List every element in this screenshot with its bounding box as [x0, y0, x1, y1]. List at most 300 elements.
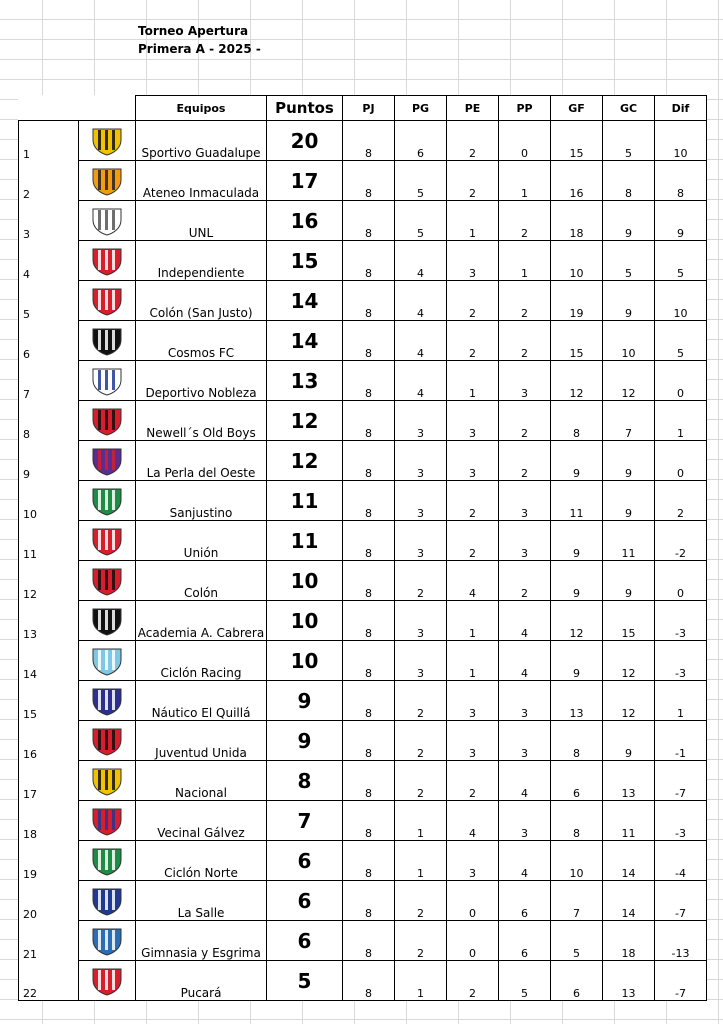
- cell-pj: 8: [343, 921, 395, 961]
- cell-pos: 15: [19, 681, 79, 721]
- cell-pp: 3: [499, 681, 551, 721]
- cell-pp: 0: [499, 121, 551, 161]
- cell-gf: 9: [551, 561, 603, 601]
- cell-dif: 8: [655, 161, 707, 201]
- cell-pp: 3: [499, 721, 551, 761]
- cell-team: Newell´s Old Boys: [136, 401, 267, 441]
- cell-gc: 14: [603, 841, 655, 881]
- crest-cosmos-fc-icon: [90, 326, 124, 356]
- crest-ateneo-inmaculada-icon: [90, 166, 124, 196]
- cell-pe: 2: [447, 321, 499, 361]
- table-row: [19, 881, 707, 921]
- cell-team: Náutico El Quillá: [136, 681, 267, 721]
- cell-pg: 1: [395, 841, 447, 881]
- cell-pts: 6: [267, 881, 343, 921]
- cell-dif: 10: [655, 281, 707, 321]
- cell-pts: 9: [267, 681, 343, 721]
- team-crest-cell: [79, 521, 136, 561]
- table-row: [19, 841, 707, 881]
- cell-pj: 8: [343, 641, 395, 681]
- cell-pe: 3: [447, 681, 499, 721]
- team-crest-cell: [79, 601, 136, 641]
- team-crest-cell: [79, 361, 136, 401]
- header-gf: GF: [551, 96, 603, 121]
- cell-gc: 18: [603, 921, 655, 961]
- team-crest-cell: [79, 401, 136, 441]
- cell-pg: 1: [395, 801, 447, 841]
- cell-pts: 11: [267, 521, 343, 561]
- cell-pts: 6: [267, 841, 343, 881]
- cell-team: Academia A. Cabrera: [136, 601, 267, 641]
- cell-pos: 14: [19, 641, 79, 681]
- cell-pp: 2: [499, 401, 551, 441]
- cell-pos: 17: [19, 761, 79, 801]
- cell-pos: 18: [19, 801, 79, 841]
- cell-pe: 2: [447, 761, 499, 801]
- table-row: [19, 201, 707, 241]
- header-pe: PE: [447, 96, 499, 121]
- cell-pg: 2: [395, 881, 447, 921]
- cell-pe: 3: [447, 721, 499, 761]
- crest-sanjustino-icon: [90, 486, 124, 516]
- team-crest-cell: [79, 201, 136, 241]
- cell-team: Deportivo Nobleza: [136, 361, 267, 401]
- cell-gc: 13: [603, 961, 655, 1001]
- cell-gc: 15: [603, 601, 655, 641]
- cell-pj: 8: [343, 481, 395, 521]
- cell-pg: 5: [395, 161, 447, 201]
- cell-pe: 2: [447, 281, 499, 321]
- cell-gc: 5: [603, 121, 655, 161]
- cell-pj: 8: [343, 361, 395, 401]
- cell-dif: -3: [655, 641, 707, 681]
- cell-pj: 8: [343, 881, 395, 921]
- cell-pg: 5: [395, 201, 447, 241]
- cell-team: Colón (San Justo): [136, 281, 267, 321]
- cell-pj: 8: [343, 761, 395, 801]
- cell-pts: 8: [267, 761, 343, 801]
- cell-pts: 13: [267, 361, 343, 401]
- team-crest-cell: [79, 481, 136, 521]
- cell-pj: 8: [343, 561, 395, 601]
- crest-colon-icon: [90, 566, 124, 596]
- cell-pg: 3: [395, 481, 447, 521]
- header-dif: Dif: [655, 96, 707, 121]
- cell-pts: 9: [267, 721, 343, 761]
- crest-la-perla-del-oeste-icon: [90, 446, 124, 476]
- cell-pe: 3: [447, 841, 499, 881]
- cell-pos: 1: [19, 121, 79, 161]
- cell-pg: 1: [395, 961, 447, 1001]
- cell-pj: 8: [343, 161, 395, 201]
- team-crest-cell: [79, 761, 136, 801]
- cell-dif: -3: [655, 601, 707, 641]
- cell-pts: 17: [267, 161, 343, 201]
- cell-gf: 15: [551, 321, 603, 361]
- cell-pos: 4: [19, 241, 79, 281]
- cell-pj: 8: [343, 201, 395, 241]
- cell-gc: 9: [603, 201, 655, 241]
- cell-gc: 13: [603, 761, 655, 801]
- cell-team: La Perla del Oeste: [136, 441, 267, 481]
- cell-dif: -1: [655, 721, 707, 761]
- table-row: [19, 761, 707, 801]
- team-crest-cell: [79, 281, 136, 321]
- cell-pos: 21: [19, 921, 79, 961]
- cell-pp: 2: [499, 281, 551, 321]
- cell-gf: 8: [551, 721, 603, 761]
- cell-gf: 5: [551, 921, 603, 961]
- cell-pts: 7: [267, 801, 343, 841]
- crest-sportivo-guadalupe-icon: [90, 126, 124, 156]
- cell-gf: 9: [551, 641, 603, 681]
- cell-gf: 10: [551, 241, 603, 281]
- cell-pts: 10: [267, 561, 343, 601]
- cell-pj: 8: [343, 801, 395, 841]
- header-blank-pos: [19, 96, 79, 121]
- cell-pg: 3: [395, 521, 447, 561]
- cell-gf: 16: [551, 161, 603, 201]
- crest-vecinal-galvez-icon: [90, 806, 124, 836]
- cell-pts: 14: [267, 321, 343, 361]
- table-row: [19, 281, 707, 321]
- cell-gc: 9: [603, 281, 655, 321]
- crest-nautico-el-quilla-icon: [90, 686, 124, 716]
- header-blank-logo: [79, 96, 136, 121]
- cell-gf: 18: [551, 201, 603, 241]
- cell-pj: 8: [343, 281, 395, 321]
- header-row: [19, 96, 707, 121]
- team-crest-cell: [79, 241, 136, 281]
- cell-pj: 8: [343, 121, 395, 161]
- header-team: Equipos: [136, 96, 267, 121]
- cell-pg: 3: [395, 441, 447, 481]
- crest-deportivo-nobleza-icon: [90, 366, 124, 396]
- cell-pos: 9: [19, 441, 79, 481]
- cell-pe: 0: [447, 921, 499, 961]
- cell-pe: 4: [447, 801, 499, 841]
- cell-gf: 6: [551, 761, 603, 801]
- cell-pj: 8: [343, 241, 395, 281]
- team-crest-cell: [79, 961, 136, 1001]
- cell-gc: 14: [603, 881, 655, 921]
- cell-team: Sportivo Guadalupe: [136, 121, 267, 161]
- cell-pj: 8: [343, 721, 395, 761]
- cell-dif: 0: [655, 441, 707, 481]
- cell-team: Ciclón Norte: [136, 841, 267, 881]
- cell-team: Gimnasia y Esgrima: [136, 921, 267, 961]
- crest-academia-cabrera-icon: [90, 606, 124, 636]
- cell-team: Ateneo Inmaculada: [136, 161, 267, 201]
- cell-pg: 4: [395, 241, 447, 281]
- table-row: [19, 441, 707, 481]
- cell-pe: 2: [447, 161, 499, 201]
- cell-team: UNL: [136, 201, 267, 241]
- cell-pe: 3: [447, 241, 499, 281]
- cell-pe: 2: [447, 961, 499, 1001]
- cell-pts: 14: [267, 281, 343, 321]
- cell-pg: 2: [395, 921, 447, 961]
- team-crest-cell: [79, 921, 136, 961]
- cell-pp: 6: [499, 881, 551, 921]
- cell-pe: 2: [447, 121, 499, 161]
- cell-gf: 10: [551, 841, 603, 881]
- cell-pp: 3: [499, 801, 551, 841]
- cell-gf: 6: [551, 961, 603, 1001]
- cell-pts: 20: [267, 121, 343, 161]
- cell-pos: 10: [19, 481, 79, 521]
- table-row: [19, 121, 707, 161]
- cell-gc: 11: [603, 801, 655, 841]
- cell-pj: 8: [343, 441, 395, 481]
- cell-dif: 0: [655, 561, 707, 601]
- cell-team: Colón: [136, 561, 267, 601]
- cell-dif: 5: [655, 241, 707, 281]
- crest-union-icon: [90, 526, 124, 556]
- cell-pe: 1: [447, 361, 499, 401]
- cell-pj: 8: [343, 961, 395, 1001]
- cell-pj: 8: [343, 841, 395, 881]
- cell-pp: 2: [499, 561, 551, 601]
- cell-pos: 8: [19, 401, 79, 441]
- cell-pp: 3: [499, 521, 551, 561]
- cell-pts: 6: [267, 921, 343, 961]
- cell-pts: 11: [267, 481, 343, 521]
- cell-pp: 4: [499, 641, 551, 681]
- cell-gc: 7: [603, 401, 655, 441]
- table-row: [19, 241, 707, 281]
- team-crest-cell: [79, 681, 136, 721]
- cell-pg: 2: [395, 681, 447, 721]
- team-crest-cell: [79, 121, 136, 161]
- cell-pts: 16: [267, 201, 343, 241]
- cell-pg: 4: [395, 361, 447, 401]
- cell-team: Independiente: [136, 241, 267, 281]
- standings-body: [19, 121, 707, 1001]
- cell-gc: 12: [603, 681, 655, 721]
- cell-dif: 10: [655, 121, 707, 161]
- cell-pj: 8: [343, 681, 395, 721]
- cell-gf: 7: [551, 881, 603, 921]
- cell-pp: 2: [499, 321, 551, 361]
- cell-pos: 20: [19, 881, 79, 921]
- table-row: [19, 921, 707, 961]
- cell-pg: 3: [395, 641, 447, 681]
- cell-pj: 8: [343, 601, 395, 641]
- header-pp: PP: [499, 96, 551, 121]
- header-points: Puntos: [267, 96, 343, 121]
- team-crest-cell: [79, 721, 136, 761]
- cell-dif: -3: [655, 801, 707, 841]
- cell-gc: 9: [603, 561, 655, 601]
- cell-team: Nacional: [136, 761, 267, 801]
- crest-ciclon-racing-icon: [90, 646, 124, 676]
- cell-pp: 1: [499, 161, 551, 201]
- cell-gf: 8: [551, 801, 603, 841]
- table-row: [19, 641, 707, 681]
- cell-pp: 5: [499, 961, 551, 1001]
- crest-nacional-icon: [90, 766, 124, 796]
- division-title: Primera A - 2025 -: [138, 42, 261, 56]
- table-row: [19, 801, 707, 841]
- cell-gc: 9: [603, 721, 655, 761]
- cell-pg: 2: [395, 561, 447, 601]
- team-crest-cell: [79, 881, 136, 921]
- cell-pj: 8: [343, 521, 395, 561]
- cell-pts: 10: [267, 601, 343, 641]
- cell-dif: -2: [655, 521, 707, 561]
- crest-colon-san-justo-icon: [90, 286, 124, 316]
- cell-gf: 15: [551, 121, 603, 161]
- cell-pe: 3: [447, 441, 499, 481]
- cell-gf: 9: [551, 521, 603, 561]
- cell-dif: -7: [655, 881, 707, 921]
- cell-team: Juventud Unida: [136, 721, 267, 761]
- team-crest-cell: [79, 161, 136, 201]
- team-crest-cell: [79, 641, 136, 681]
- table-row: [19, 521, 707, 561]
- cell-team: Cosmos FC: [136, 321, 267, 361]
- table-row: [19, 601, 707, 641]
- cell-gc: 12: [603, 641, 655, 681]
- cell-pp: 6: [499, 921, 551, 961]
- cell-pe: 3: [447, 401, 499, 441]
- team-crest-cell: [79, 841, 136, 881]
- cell-dif: 5: [655, 321, 707, 361]
- cell-pp: 4: [499, 841, 551, 881]
- cell-gf: 12: [551, 601, 603, 641]
- cell-dif: -13: [655, 921, 707, 961]
- table-row: [19, 961, 707, 1001]
- cell-pos: 19: [19, 841, 79, 881]
- cell-pe: 2: [447, 481, 499, 521]
- cell-pp: 3: [499, 481, 551, 521]
- cell-pts: 12: [267, 401, 343, 441]
- cell-team: Pucará: [136, 961, 267, 1001]
- cell-dif: 0: [655, 361, 707, 401]
- table-row: [19, 481, 707, 521]
- table-row: [19, 681, 707, 721]
- cell-pe: 0: [447, 881, 499, 921]
- cell-pe: 1: [447, 601, 499, 641]
- cell-pos: 2: [19, 161, 79, 201]
- cell-pos: 22: [19, 961, 79, 1001]
- cell-pos: 16: [19, 721, 79, 761]
- cell-gc: 5: [603, 241, 655, 281]
- cell-pj: 8: [343, 401, 395, 441]
- cell-gf: 11: [551, 481, 603, 521]
- cell-pg: 6: [395, 121, 447, 161]
- cell-dif: -7: [655, 961, 707, 1001]
- cell-pe: 2: [447, 521, 499, 561]
- cell-pe: 1: [447, 201, 499, 241]
- cell-pos: 5: [19, 281, 79, 321]
- crest-ciclon-norte-icon: [90, 846, 124, 876]
- cell-pos: 11: [19, 521, 79, 561]
- team-crest-cell: [79, 321, 136, 361]
- cell-gc: 12: [603, 361, 655, 401]
- cell-gf: 8: [551, 401, 603, 441]
- cell-team: Sanjustino: [136, 481, 267, 521]
- cell-pj: 8: [343, 321, 395, 361]
- table-row: [19, 321, 707, 361]
- cell-pg: 4: [395, 321, 447, 361]
- cell-dif: 2: [655, 481, 707, 521]
- cell-gc: 11: [603, 521, 655, 561]
- cell-pp: 3: [499, 361, 551, 401]
- cell-gf: 13: [551, 681, 603, 721]
- header-gc: GC: [603, 96, 655, 121]
- cell-pts: 5: [267, 961, 343, 1001]
- cell-pg: 2: [395, 721, 447, 761]
- team-crest-cell: [79, 441, 136, 481]
- cell-pp: 4: [499, 761, 551, 801]
- cell-dif: -4: [655, 841, 707, 881]
- cell-dif: 1: [655, 401, 707, 441]
- cell-pg: 3: [395, 601, 447, 641]
- header-pj: PJ: [343, 96, 395, 121]
- team-crest-cell: [79, 561, 136, 601]
- title-block: [138, 22, 261, 58]
- tournament-title: Torneo Apertura: [138, 24, 249, 38]
- crest-juventud-unida-icon: [90, 726, 124, 756]
- table-row: [19, 721, 707, 761]
- cell-pos: 6: [19, 321, 79, 361]
- cell-pos: 12: [19, 561, 79, 601]
- table-row: [19, 361, 707, 401]
- crest-unl-icon: [90, 206, 124, 236]
- cell-gc: 8: [603, 161, 655, 201]
- cell-pg: 2: [395, 761, 447, 801]
- cell-gc: 9: [603, 481, 655, 521]
- table-row: [19, 561, 707, 601]
- cell-pe: 4: [447, 561, 499, 601]
- cell-pos: 3: [19, 201, 79, 241]
- team-crest-cell: [79, 801, 136, 841]
- table-row: [19, 161, 707, 201]
- crest-independiente-icon: [90, 246, 124, 276]
- cell-pp: 1: [499, 241, 551, 281]
- cell-gc: 10: [603, 321, 655, 361]
- cell-pp: 2: [499, 441, 551, 481]
- crest-la-salle-icon: [90, 886, 124, 916]
- cell-pg: 4: [395, 281, 447, 321]
- cell-gc: 9: [603, 441, 655, 481]
- table-row: [19, 401, 707, 441]
- standings-table: [18, 95, 707, 1001]
- cell-pos: 13: [19, 601, 79, 641]
- cell-gf: 9: [551, 441, 603, 481]
- crest-newells-old-boys-icon: [90, 406, 124, 436]
- cell-team: Ciclón Racing: [136, 641, 267, 681]
- cell-pts: 10: [267, 641, 343, 681]
- crest-gimnasia-esgrima-icon: [90, 926, 124, 956]
- cell-pts: 15: [267, 241, 343, 281]
- cell-team: Vecinal Gálvez: [136, 801, 267, 841]
- cell-team: Unión: [136, 521, 267, 561]
- cell-pp: 4: [499, 601, 551, 641]
- cell-pg: 3: [395, 401, 447, 441]
- cell-gf: 19: [551, 281, 603, 321]
- cell-dif: 1: [655, 681, 707, 721]
- cell-pe: 1: [447, 641, 499, 681]
- cell-pos: 7: [19, 361, 79, 401]
- cell-dif: -7: [655, 761, 707, 801]
- cell-pts: 12: [267, 441, 343, 481]
- cell-team: La Salle: [136, 881, 267, 921]
- cell-pp: 2: [499, 201, 551, 241]
- crest-pucara-icon: [90, 966, 124, 996]
